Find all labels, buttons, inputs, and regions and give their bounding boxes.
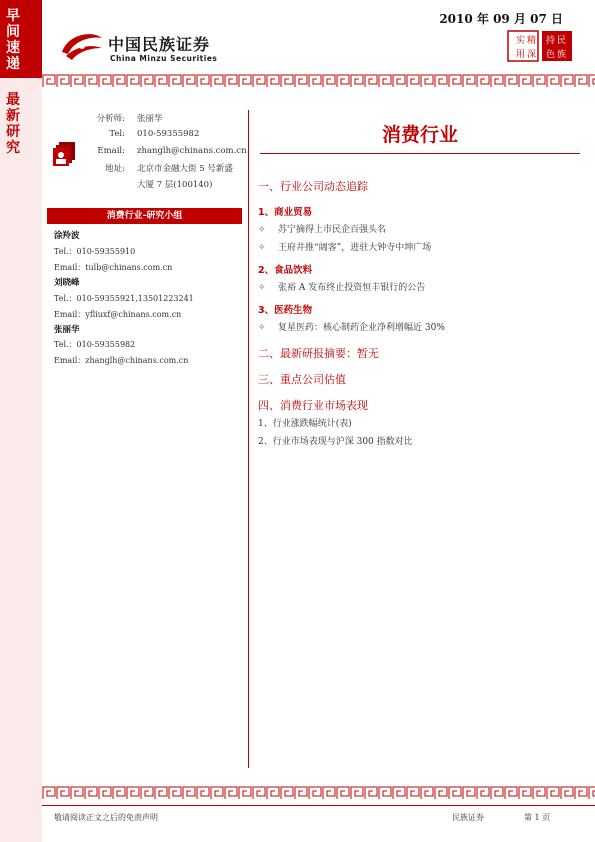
section-heading-1: 一、行业公司动态追踪 [258,180,368,193]
bullet-diamond-icon: ✧ [258,283,266,293]
member-email[interactable]: Email：zhanglh@chinans.com.cn [54,356,189,365]
svg-text:民: 民 [557,36,567,46]
section-heading-4: 四、消费行业市场表现 [258,399,368,412]
footer-page-number: 第 1 页 [524,813,551,822]
subsection-heading: 1、商业贸易 [258,207,313,218]
footer-rule [42,805,595,806]
list-item[interactable]: 1、行业涨跌幅统计(表) [258,419,352,429]
company-name-cn: 中国民族证券 [108,35,211,54]
member-email[interactable]: Email：tulb@chinans.com.cn [54,263,173,272]
svg-text:色: 色 [546,50,556,60]
sidebar-label-top: 早间速递 [6,8,20,72]
member-name: 刘晓峰 [54,278,80,288]
member-name: 涂羚波 [54,231,80,241]
member-tel: Tel.：010-59355921,13501223241 [54,294,194,303]
list-item[interactable]: 2、行业市场表现与沪深 300 指数对比 [258,437,413,447]
sidebar-label-bottom: 最新研究 [6,92,20,156]
footer-disclaimer[interactable]: 敬请阅读正文之后的免责声明 [54,813,158,822]
svg-text:深: 深 [527,50,537,60]
subsection-heading: 3、医药生物 [258,305,313,316]
motto-seal-icon [507,30,573,62]
bullet-diamond-icon: ✧ [258,323,266,333]
list-item[interactable]: ✧ 复星医药：核心制药企业净利增幅近 30% [258,323,445,333]
page-title: 消费行业 [381,124,458,146]
company-logo-icon [58,28,106,64]
bullet-diamond-icon: ✧ [258,225,266,235]
member-email[interactable]: Email：yfliuxf@chinans.com.cn [54,310,182,319]
title-underline [260,153,580,154]
footer-company: 民族证券 [452,813,484,822]
member-tel: Tel.：010-59355910 [54,247,136,256]
bullet-diamond-icon: ✧ [258,243,266,253]
svg-text:用: 用 [516,50,526,60]
svg-text:精: 精 [527,36,537,46]
section-heading-2: 二、最新研报摘要：暂无 [258,347,379,360]
report-date: 2010 年 09 月 07 日 [439,12,563,26]
svg-text:持: 持 [546,36,556,46]
company-name-en: China Minzu Securities [110,54,218,63]
list-item[interactable]: ✧ 苏宁摘得上市民企百强头名 [258,225,387,235]
svg-text:实: 实 [516,36,526,46]
team-title-bar: 消费行业-研究小组 [47,208,242,224]
subsection-heading: 2、食品饮料 [258,265,313,276]
section-heading-3: 三、重点公司估值 [258,373,346,386]
column-divider [248,110,249,768]
top-fret-border [42,74,595,88]
member-name: 张丽华 [54,325,80,335]
svg-text:族: 族 [557,50,567,60]
list-item[interactable]: ✧ 王府井推“阔客”，进驻大钟寺中坤广场 [258,243,432,253]
list-item[interactable]: ✧ 张裕 A 发布终止投资恒丰银行的公告 [258,283,426,293]
bottom-fret-border [42,786,595,800]
member-tel: Tel.：010-59355982 [54,340,136,349]
